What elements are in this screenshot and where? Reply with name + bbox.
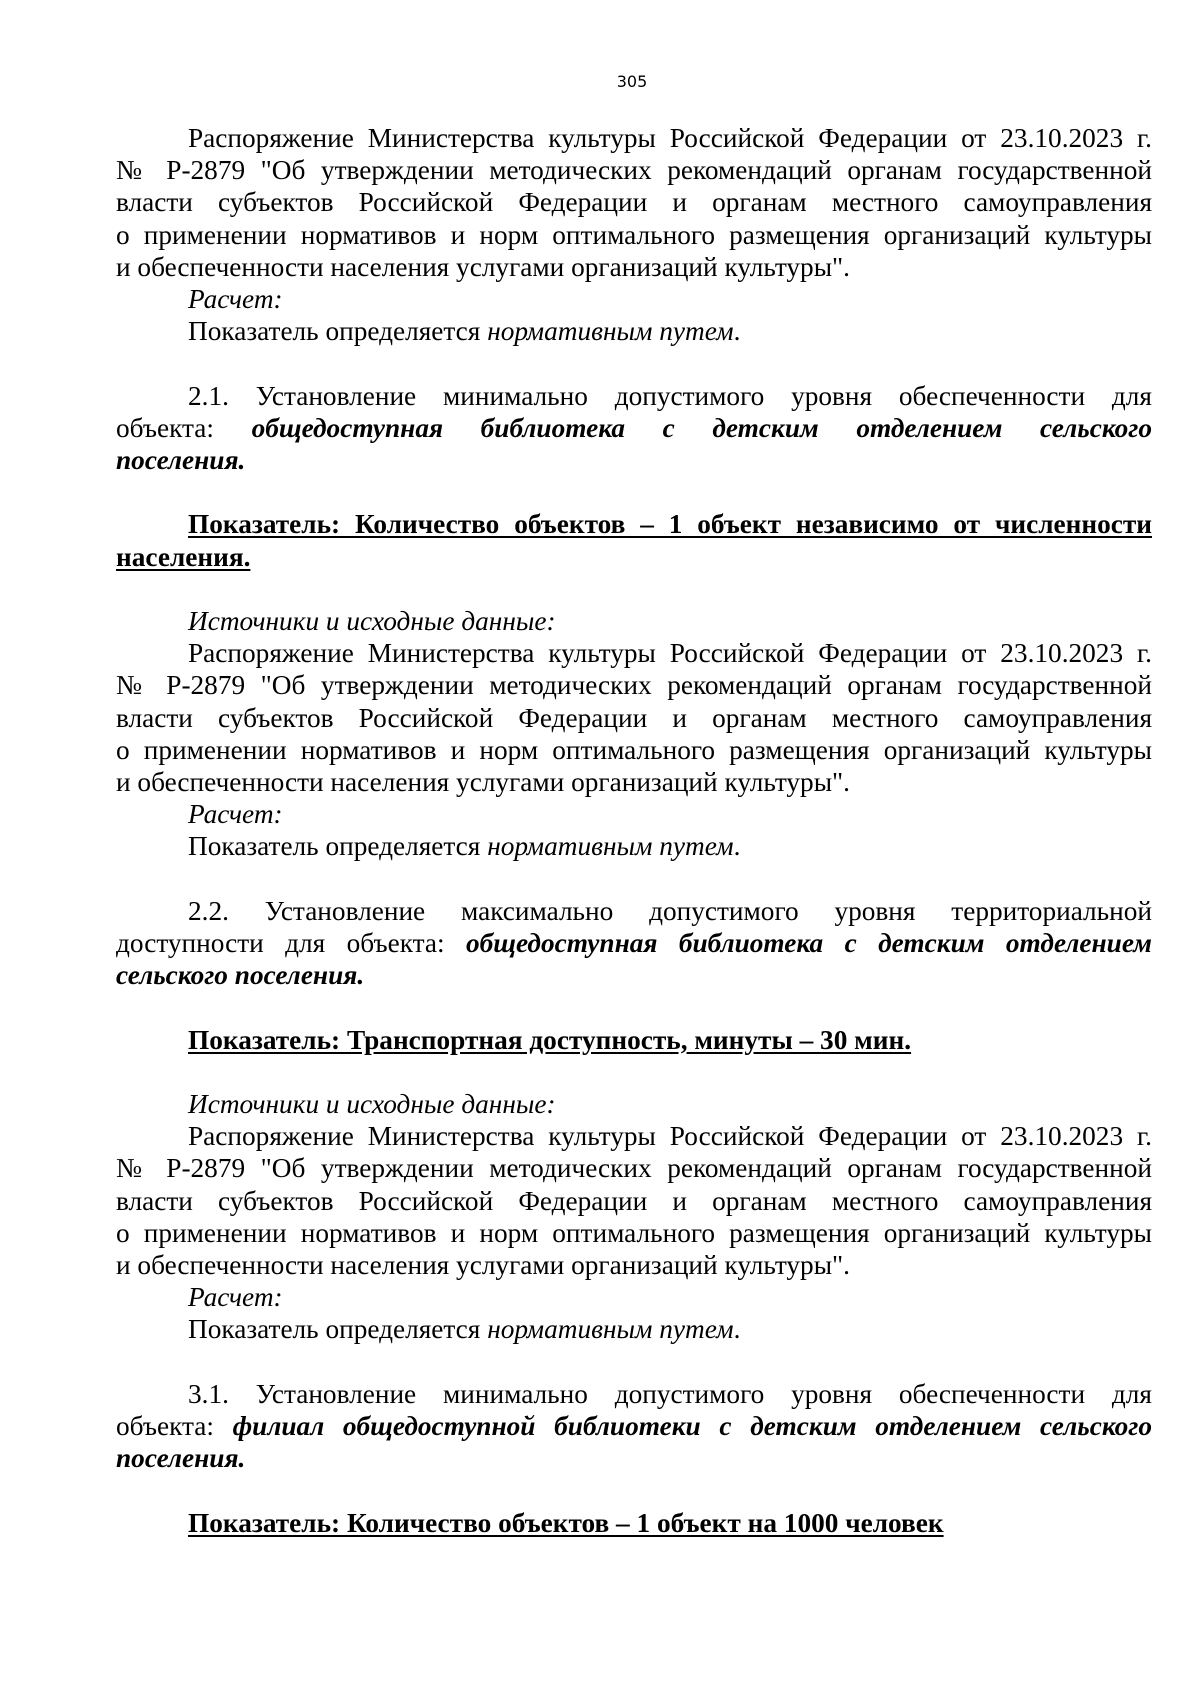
heading-line: населения. (116, 541, 251, 572)
calc-text (116, 315, 1152, 347)
section-object: филиал общедоступной библиотеки с детским отделением сельского (232, 1411, 1152, 1442)
section-plain: объекта: (116, 412, 252, 443)
section-2-2 (116, 895, 1152, 992)
calc-text (116, 830, 1152, 862)
text-line: Распоряжение Министерства культуры Российской Федерации от 23.10.2023 г. (188, 638, 1152, 669)
text-line: и обеспеченности населения услугами организаций культуры". (116, 1250, 851, 1281)
text-line: Распоряжение Министерства культуры Российской Федерации от 23.10.2023 г. (188, 123, 1152, 153)
document-body (116, 122, 1152, 1539)
page-number: 305 (616, 72, 648, 91)
text-line: № Р-2879 "Об утверждении методических рекомендаций органам государственной (116, 670, 1152, 701)
calc-text-end: . (733, 1314, 741, 1345)
calc-label: Расчет: (188, 284, 283, 315)
section-line (116, 1410, 1152, 1442)
source-paragraph (116, 1120, 1152, 1281)
source-paragraph (116, 637, 1152, 798)
text-line: и обеспеченности населения услугами организаций культуры". (116, 251, 851, 282)
section-object-end: сельского поселения. (116, 960, 365, 991)
calc-label: Расчет: (188, 1282, 283, 1313)
calc-text-italic: нормативным путем (487, 831, 734, 862)
calc-text-plain: Показатель определяется (188, 316, 488, 347)
indicator-heading (116, 508, 1152, 572)
section-2-1 (116, 380, 1152, 477)
calc-text-italic: нормативным путем (487, 316, 734, 347)
section-line: 3.1. Установление минимально допустимого уровня обеспеченности для (188, 1378, 1152, 1409)
text-line: и обеспеченности населения услугами организаций культуры". (116, 767, 851, 798)
calc-text-plain: Показатель определяется (188, 831, 488, 862)
text-line: власти субъектов Российской Федерации и органам местного самоуправления (116, 1185, 1152, 1216)
section-3-1 (116, 1378, 1152, 1475)
section-line (116, 412, 1152, 444)
text-line: о применении нормативов и норм оптимального размещения организаций культуры (116, 219, 1152, 250)
calc-text-italic: нормативным путем (487, 1314, 734, 1345)
section-plain: доступности для объекта: (116, 928, 466, 959)
calc-label: Расчет: (188, 799, 283, 830)
text-line: власти субъектов Российской Федерации и органам местного самоуправления (116, 187, 1152, 218)
heading-line: Показатель: Количество объектов – 1 объект независимо от численности (188, 509, 1152, 540)
indicator-heading (116, 1024, 1152, 1056)
section-object: общедоступная библиотека с детским отделением (465, 928, 1152, 959)
text-line: о применении нормативов и норм оптимального размещения организаций культуры (116, 734, 1152, 765)
section-object: общедоступная библиотека с детским отделением сельского (251, 412, 1152, 443)
section-line (116, 927, 1152, 959)
section-object-end: поселения. (116, 1443, 246, 1474)
source-paragraph (116, 122, 1152, 283)
calc-text-end: . (733, 831, 741, 862)
text-line: власти субъектов Российской Федерации и органам местного самоуправления (116, 702, 1152, 733)
text-line: № Р-2879 "Об утверждении методических рекомендаций органам государственной (116, 1153, 1152, 1184)
text-line: о применении нормативов и норм оптимального размещения организаций культуры (116, 1217, 1152, 1248)
section-line: 2.2. Установление максимально допустимого уровня территориальной (188, 895, 1152, 926)
heading-line: Показатель: Количество объектов – 1 объект на 1000 человек (188, 1507, 944, 1538)
text-line: № Р-2879 "Об утверждении методических рекомендаций органам государственной (116, 155, 1152, 186)
calc-text-plain: Показатель определяется (188, 1314, 488, 1345)
text-line: Распоряжение Министерства культуры Российской Федерации от 23.10.2023 г. (188, 1121, 1152, 1152)
indicator-heading (116, 1507, 1152, 1539)
heading-line: Показатель: Транспортная доступность, минуты – 30 мин. (188, 1024, 912, 1055)
calc-text-end: . (733, 316, 741, 347)
section-line: 2.1. Установление минимально допустимого уровня обеспеченности для (188, 380, 1152, 411)
section-object-end: поселения. (116, 445, 246, 476)
sources-label: Источники и исходные данные: (188, 606, 556, 636)
section-plain: объекта: (116, 1411, 233, 1442)
calc-text (116, 1313, 1152, 1345)
sources-label: Источники и исходные данные: (188, 1089, 556, 1119)
